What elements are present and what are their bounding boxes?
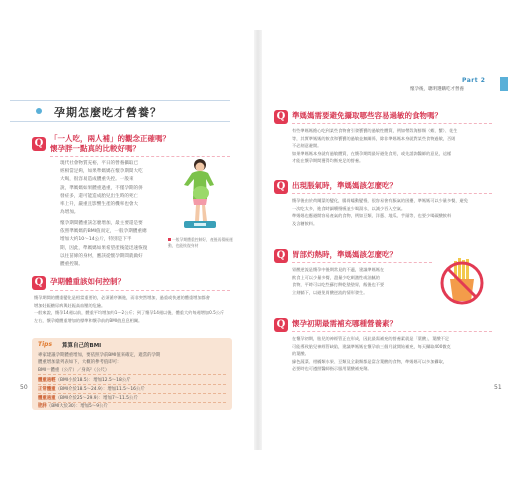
bmi-row-detail: （BMI小於18.5）：增加12.5～18公斤: [55, 378, 131, 383]
text-line: 有些準媽媽擔心吃到某些食物會引發寶寶的過敏性體質，例如帶殼海鮮類（蝦、蟹）、花生: [292, 128, 458, 133]
bmi-row: [38, 403, 108, 409]
text-line: 才能在懷孕期間獲得均衡充足的營養。: [292, 158, 364, 164]
bmi-row-name: 體重過輕: [38, 378, 56, 383]
bmi-row: [38, 377, 131, 383]
q5-title: 胃部灼熱時，準媽媽該怎麼吃？: [292, 250, 397, 259]
text-line: 飲食上可以少量多餐，盡量少吃刺激性或油膩的: [292, 274, 380, 280]
q-badge-icon: Q: [274, 318, 288, 332]
tips-intro-line2: 體重增加量列表如下，大概的參考值即可：: [38, 360, 122, 365]
text-line: 以往苗條的身材，應該從懷孕期間就做好: [60, 253, 143, 259]
q6-paragraph: [292, 335, 492, 373]
text-line: 綠色蔬菜、柑橘類水果、豆類及全穀類都是富含葉酸的食物，準媽媽可以多加攝取，: [292, 358, 447, 364]
divider: [50, 290, 230, 291]
divider: [38, 374, 226, 375]
tips-heading: 算算自己的BMI: [62, 343, 102, 349]
text-line: 懷孕期間體重該怎麼增加，最主要還是要: [60, 221, 143, 226]
q4-title: 出現脹氣時，準媽媽該怎麼吃？: [292, 181, 397, 190]
text-line: 必要時也可遵照醫師指示服用葉酸補充劑。: [292, 366, 372, 372]
q3-title: 準媽媽需要避免攝取哪些容易過敏的食物嗎？: [292, 111, 442, 120]
q-badge-icon: Q: [32, 137, 46, 151]
bmi-row-detail: （BMI大於30）：增加5～9公斤: [46, 404, 108, 409]
text-line: 現代社會物質充裕，平日的營養攝取已: [60, 161, 139, 166]
divider: [292, 262, 432, 263]
page-number-left: 50: [20, 384, 28, 391]
text-line: 的葉酸。: [292, 351, 309, 357]
q6-title: 懷孕初期最需補充哪種營養素？: [292, 319, 397, 328]
pregnant-woman-illustration-icon: [170, 155, 226, 235]
tips-box: [32, 338, 232, 410]
text-line: 不必刻意避開。: [292, 143, 322, 149]
q2-paragraph: [34, 294, 234, 324]
text-line: 大喝，很容易造成體重失控。一般來: [60, 177, 134, 183]
book-gutter: [254, 30, 262, 450]
divider: [292, 123, 492, 124]
q-badge-icon: Q: [32, 276, 46, 290]
text-line: 及含糖飲料。: [292, 220, 318, 226]
q1-title-line1: 「一人吃，兩人補」的觀念正確嗎？: [50, 134, 170, 143]
text-line: 說，準媽媽如果體重過重，不僅孕期的併: [60, 185, 143, 191]
text-line: 率上升，嚴重且影響生產的機率也會大: [60, 202, 139, 208]
no-fries-icon: [440, 255, 484, 311]
tips-intro-line1: 專家建議孕期體重增加，要依照孕前BMI值來確定，適當的孕期: [38, 353, 161, 358]
text-line: 發症多，還可能造成胎兒出生時的死亡: [60, 193, 139, 199]
text-line: 可能導致胎兒神經管缺陷，建議準媽媽在懷孕前三個月就開始補充，每天攝取400微克: [292, 343, 451, 349]
text-line: 食物，平時可以吃些蘇打餅乾墊墊胃，飯後也不要: [292, 282, 385, 288]
q-badge-icon: Q: [274, 110, 288, 124]
text-line: 為增加。: [60, 210, 79, 216]
text-line: 增加妊娠糖尿病與妊娠高血壓的危險。: [34, 302, 106, 308]
bmi-row: [38, 386, 145, 392]
divider: [292, 193, 492, 194]
part-subtitle: 懷孕後，聰明選購吃才營養: [410, 87, 464, 92]
text-line: 等，其實準媽媽的飲食和寶寶的過敏並無關係，除非準媽媽本身就對某些食物過敏，否則: [292, 135, 456, 141]
bmi-row-name: 體重過重: [38, 396, 56, 401]
text-line: 在懷孕初期，胎兒的神經管正在形成，因此最需補充的營養素就是「葉酸」，葉酸不足: [292, 336, 450, 341]
q1-paragraph-2: [60, 220, 168, 269]
text-line: 增加大約10～14公斤，特別是下半: [60, 237, 132, 243]
bmi-formula: BMI＝體重（公斤）／身高²（公尺）: [38, 368, 110, 373]
page-number-right: 51: [494, 384, 502, 391]
section-title-band: [10, 100, 230, 122]
text-line: 左右，懷孕總體重增加的標準和懷孕前的BMI值息息相關。: [34, 317, 143, 323]
q4-paragraph: [292, 197, 492, 227]
text-line: 準媽媽也應避開容易產氣的食物，例如豆類、洋蔥、地瓜、芋頭等，也要少喝碳酸飲料: [292, 213, 452, 219]
text-line: 懷孕期間的體重變化是相當重要的，必須循序漸進，而非突然增加，過重或快速的體重增加都會: [34, 295, 210, 300]
bmi-row-detail: （BMI介於18.5～24.9）：增加11.5～16公斤: [55, 387, 145, 392]
bmi-row-name: 正常體重: [38, 387, 56, 392]
q1-title-line2: 懷孕胖一點真的比較好嗎？: [50, 144, 140, 153]
text-line: 懷孕後由於荷爾蒙的變化，腸胃蠕動變慢，很容易會有脹氣的困擾，準媽媽可以少量多餐，避免: [292, 198, 468, 203]
text-line: 一般來說，懷孕14週以前，體重平均增加約1～2公斤；到了懷孕14週以後，體重大約每週增加0.5公斤: [34, 310, 225, 315]
bmi-row: [38, 395, 138, 401]
bmi-row-detail: （BMI介於25～29.9）：增加7～11.5公斤: [55, 396, 138, 401]
divider: [38, 393, 226, 394]
text-line: 立刻躺下，以避免胃酸逆流的情形發生。: [292, 289, 368, 295]
section-title: 孕期怎麼吃才營養？: [54, 106, 162, 119]
text-line: 體重控制。: [60, 262, 83, 268]
part-corner-marker: [500, 77, 508, 91]
q-badge-icon: Q: [274, 180, 288, 194]
divider: [292, 331, 492, 332]
q2-title: 孕期體重該如何控制？: [50, 277, 125, 286]
q1-paragraph-1: [60, 160, 168, 217]
q3-paragraph: [292, 127, 492, 165]
figure-caption: [168, 237, 238, 248]
text-line: 胃酸逆流是懷孕中後期常見的不適，建議準媽媽在: [292, 267, 385, 272]
q-badge-icon: Q: [274, 249, 288, 263]
right-page: [262, 30, 510, 450]
text-line: 依照準媽媽的BMI值而定，一般孕期體重總: [60, 229, 147, 235]
bmi-row-name: 肥胖: [38, 404, 47, 409]
text-line: 一次吃太多，進食時細嚼慢嚥並少喝湯水，以減少吞入空氣。: [292, 205, 406, 211]
text-line: 期，因此，準媽媽如果希望產後能迅速恢復: [60, 245, 148, 251]
caption-marker-icon: [168, 238, 171, 241]
divider: [38, 384, 226, 385]
caption-text: 一般孕期體重控制好，產後再積極運動，也能恢復身材: [168, 237, 233, 248]
tips-label: Tips: [38, 341, 53, 348]
bullet-dot-icon: [36, 108, 42, 114]
part-label: Part 2: [462, 77, 486, 84]
text-line: 如果準媽媽本身就有過敏體質，在懷孕期間最好避免食用，或先諮詢醫師的意見，這樣: [292, 150, 452, 156]
q5-paragraph: [292, 266, 434, 296]
text-line: 經相當足夠，如果準媽媽在懷孕期間大吃: [60, 169, 143, 175]
